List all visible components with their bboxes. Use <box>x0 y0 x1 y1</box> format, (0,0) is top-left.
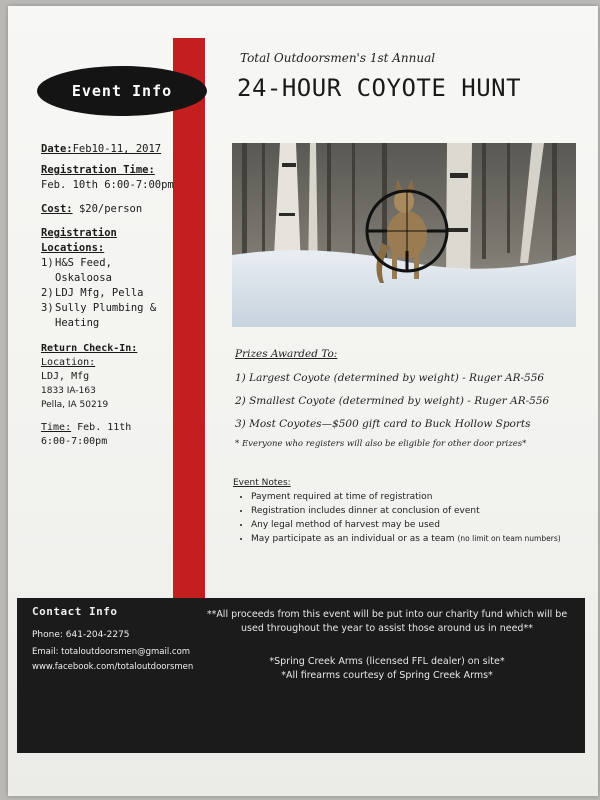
event-notes-list <box>233 492 583 544</box>
list-item: 1) H&S Feed, Oskaloosa <box>41 257 112 284</box>
coyote-scope-illustration <box>232 143 576 327</box>
contact-phone: Phone: 641-204-2275 <box>32 630 130 640</box>
contact-details <box>32 628 193 675</box>
time-day: Feb. 11th <box>77 422 132 433</box>
location-line: Pella, IA 50219 <box>41 400 109 410</box>
list-item: 2) LDJ Mfg, Pella <box>41 287 144 299</box>
registration-locations-section <box>41 226 171 331</box>
coyote-photo <box>232 143 576 327</box>
registration-time-label: Registration Time: <box>41 164 155 176</box>
prize-item: 3) Most Coyotes—$500 gift card to Buck Hollow Sports <box>235 418 531 430</box>
team-note: (no limit on team numbers) <box>457 534 561 543</box>
event-info-badge <box>37 66 207 116</box>
contact-email: Email: totaloutdoorsmen@gmail.com <box>32 647 191 657</box>
location-line: 1833 IA-163 <box>41 386 96 396</box>
date-value: Feb10-11, 2017 <box>72 143 162 155</box>
event-notes-section <box>233 478 583 548</box>
contact-title: Contact Info <box>32 605 118 618</box>
sponsor-line: *All firearms courtesy of Spring Creek Arms* <box>281 670 493 681</box>
registration-locations-list <box>41 256 171 331</box>
event-notes-heading: Event Notes: <box>233 478 291 488</box>
location-line: LDJ, Mfg <box>41 371 90 382</box>
footer-contact-panel <box>17 598 585 753</box>
prizes-section <box>235 348 580 449</box>
registration-time-section <box>41 163 174 193</box>
date-label: Date: <box>41 143 73 155</box>
sponsor-line: *Spring Creek Arms (licensed FFL dealer) on site* <box>269 656 505 667</box>
return-checkin-section <box>41 342 137 449</box>
cost-label: Cost: <box>41 203 73 215</box>
prize-item: 2) Smallest Coyote (determined by weight) - Ruger AR-556 <box>235 395 550 407</box>
door-prize-note: * Everyone who registers will also be eligible for other door prizes* <box>235 439 527 449</box>
location-label: Location: <box>41 357 96 368</box>
registration-locations-label: Registration Locations: <box>41 227 117 254</box>
red-divider-bar <box>173 38 205 598</box>
registration-time-value: Feb. 10th 6:00-7:00pm <box>41 179 174 191</box>
event-info-label: Event Info <box>71 82 173 100</box>
time-hours: 6:00-7:00pm <box>41 436 108 447</box>
cost-section <box>41 202 142 217</box>
sponsor-notes <box>202 655 572 683</box>
list-item: 3) Sully Plumbing & Heating <box>41 302 157 329</box>
cost-value: $20/person <box>78 203 143 215</box>
event-subtitle: Total Outdoorsmen's 1st Annual <box>240 51 436 65</box>
list-item: • May participate as an individual or as a team (no limit on team numbers) <box>251 534 583 544</box>
return-checkin-label: Return Check-In: <box>41 343 138 354</box>
contact-facebook: www.facebook.com/totaloutdoorsmen <box>32 662 194 672</box>
list-item: • Any legal method of harvest may be used <box>251 520 583 530</box>
list-item: • Registration includes dinner at conclusion of event <box>251 506 583 516</box>
prizes-heading: Prizes Awarded To: <box>235 348 338 360</box>
charity-statement: **All proceeds from this event will be put into our charity fund which will be used throughout the year to assist those around us in need** <box>206 609 568 634</box>
prize-item: 1) Largest Coyote (determined by weight) - Ruger AR-556 <box>235 372 545 384</box>
date-section <box>41 142 161 157</box>
list-item: • Payment required at time of registration <box>251 492 583 502</box>
event-title: 24-HOUR COYOTE HUNT <box>237 74 522 102</box>
time-label: Time: <box>41 422 72 433</box>
